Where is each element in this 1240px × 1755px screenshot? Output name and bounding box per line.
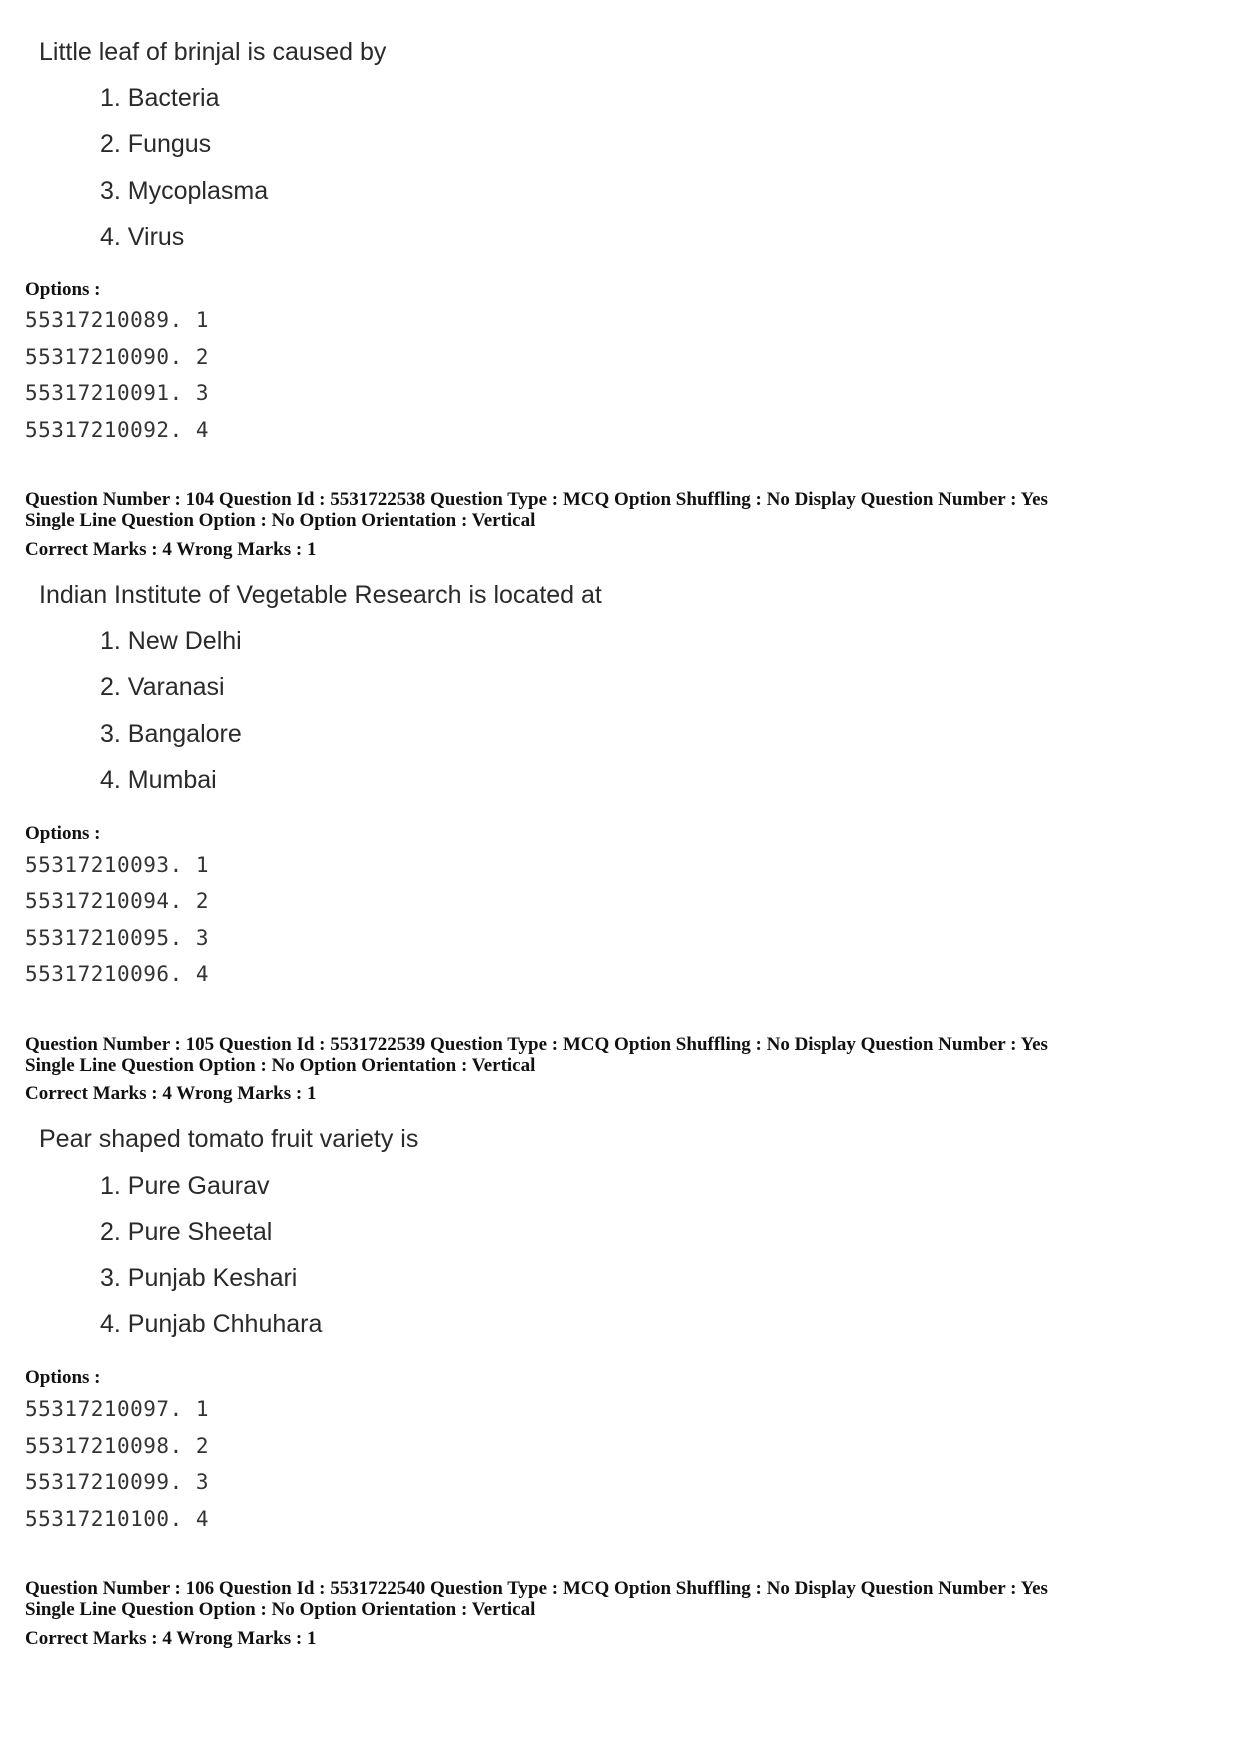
option-row: 55317210092. 4 xyxy=(25,418,210,442)
choice-item: 4. Virus xyxy=(100,223,185,251)
choice-item: 1. Bacteria xyxy=(100,84,220,112)
option-row: 55317210090. 2 xyxy=(25,345,210,369)
options-label: Options : xyxy=(25,1367,101,1388)
question-text: Pear shaped tomato fruit variety is xyxy=(39,1125,419,1153)
question-meta-line2: Single Line Question Option : No Option Orientation : Vertical xyxy=(25,1055,536,1076)
choice-item: 3. Mycoplasma xyxy=(100,177,269,205)
choice-item: 4. Mumbai xyxy=(100,766,217,794)
question-text: Indian Institute of Vegetable Research is located at xyxy=(39,581,602,609)
marks-line: Correct Marks : 4 Wrong Marks : 1 xyxy=(25,1083,317,1104)
marks-line: Correct Marks : 4 Wrong Marks : 1 xyxy=(25,539,317,560)
option-row: 55317210096. 4 xyxy=(25,962,210,986)
choice-item: 1. Pure Gaurav xyxy=(100,1172,270,1200)
question-meta-line2: Single Line Question Option : No Option Orientation : Vertical xyxy=(25,510,536,531)
option-row: 55317210099. 3 xyxy=(25,1470,210,1494)
question-meta-line2: Single Line Question Option : No Option Orientation : Vertical xyxy=(25,1599,536,1620)
choice-item: 2. Varanasi xyxy=(100,673,225,701)
options-label: Options : xyxy=(25,279,101,300)
option-row: 55317210098. 2 xyxy=(25,1434,210,1458)
question-meta-line1: Question Number : 105 Question Id : 5531722539 Question Type : MCQ Option Shuffling : No Display Question Number : Yes xyxy=(25,1034,1048,1055)
option-row: 55317210089. 1 xyxy=(25,308,210,332)
marks-line: Correct Marks : 4 Wrong Marks : 1 xyxy=(25,1628,317,1649)
option-row: 55317210094. 2 xyxy=(25,889,210,913)
question-meta-line1: Question Number : 104 Question Id : 5531722538 Question Type : MCQ Option Shuffling : No Display Question Number : Yes xyxy=(25,489,1048,510)
choice-item: 2. Fungus xyxy=(100,130,212,158)
option-row: 55317210097. 1 xyxy=(25,1397,210,1421)
choice-item: 2. Pure Sheetal xyxy=(100,1218,273,1246)
choice-item: 4. Punjab Chhuhara xyxy=(100,1310,323,1338)
question-text: Little leaf of brinjal is caused by xyxy=(39,38,387,66)
choice-item: 1. New Delhi xyxy=(100,627,242,655)
question-meta-line1: Question Number : 106 Question Id : 5531722540 Question Type : MCQ Option Shuffling : No Display Question Number : Yes xyxy=(25,1578,1048,1599)
choice-item: 3. Punjab Keshari xyxy=(100,1264,298,1292)
option-row: 55317210100. 4 xyxy=(25,1507,210,1531)
options-label: Options : xyxy=(25,823,101,844)
option-row: 55317210091. 3 xyxy=(25,381,210,405)
choice-item: 3. Bangalore xyxy=(100,720,242,748)
option-row: 55317210093. 1 xyxy=(25,853,210,877)
option-row: 55317210095. 3 xyxy=(25,926,210,950)
